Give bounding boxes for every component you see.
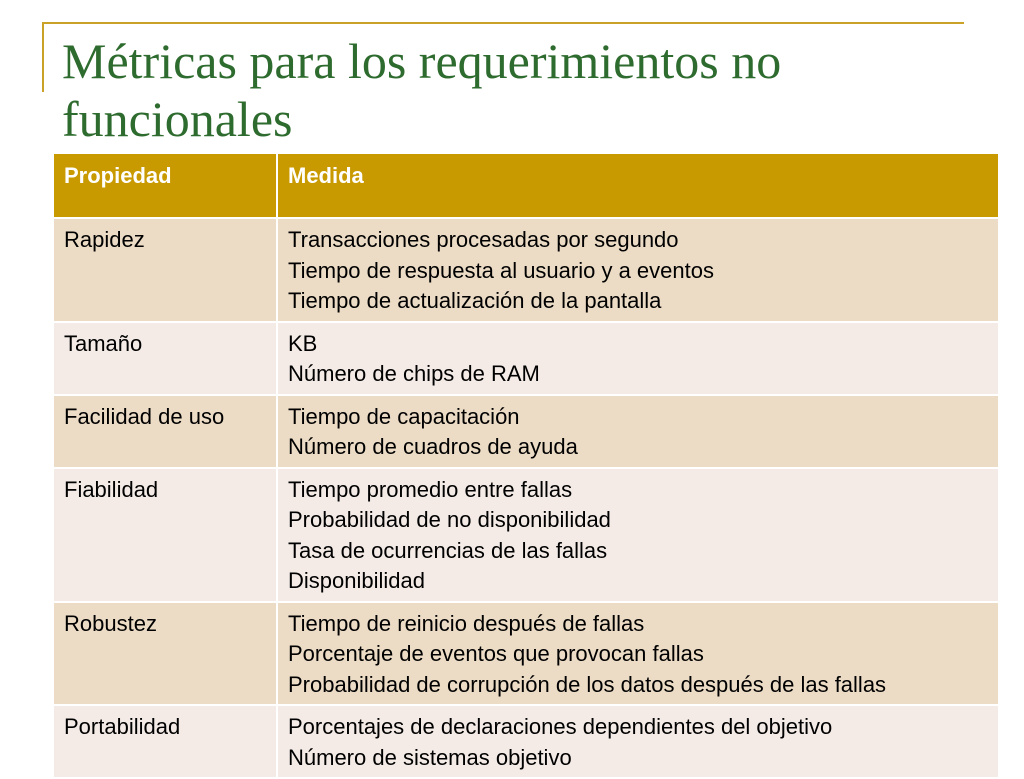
measure-line: Número de cuadros de ayuda <box>288 434 578 459</box>
metrics-table <box>52 152 1000 779</box>
measure-cell <box>277 218 999 322</box>
measure-line: Tiempo de reinicio después de fallas <box>288 610 645 636</box>
measure-line: Tiempo de capacitación <box>288 403 520 429</box>
measure-line: Tiempo promedio entre fallas <box>288 476 573 502</box>
measure-line: Disponibilidad <box>288 568 425 593</box>
table-header <box>53 153 999 218</box>
measure-line: Porcentaje de eventos que provocan fallas <box>288 641 704 666</box>
header-measure: Medida <box>277 153 999 218</box>
measure-line: Número de sistemas objetivo <box>288 744 572 770</box>
measure-line: Tiempo de actualización de la pantalla <box>288 288 662 313</box>
measure-cell <box>277 602 999 706</box>
header-row <box>53 153 999 218</box>
property-cell: Robustez <box>53 602 277 706</box>
table-row <box>53 602 999 706</box>
measure-cell <box>277 395 999 468</box>
measure-line: Probabilidad de corrupción de los datos después de las fallas <box>288 671 887 697</box>
property-cell: Fiabilidad <box>53 468 277 602</box>
measure-line: Tasa de ocurrencias de las fallas <box>288 537 608 563</box>
slide-frame-left-rule <box>42 22 44 92</box>
property-cell: Tamaño <box>53 322 277 395</box>
property-cell: Portabilidad <box>53 705 277 778</box>
table-row <box>53 322 999 395</box>
measure-line: Número de chips de RAM <box>288 361 540 386</box>
measure-line: Porcentajes de declaraciones dependientes del objetivo <box>288 714 833 739</box>
slide-title: Métricas para los requerimientos no funcionales <box>62 33 782 147</box>
table-row <box>53 468 999 602</box>
measure-line: Tiempo de respuesta al usuario y a eventos <box>288 257 714 283</box>
table-row <box>53 705 999 778</box>
slide-frame-top-rule <box>42 22 964 24</box>
table-row <box>53 395 999 468</box>
header-property: Propiedad <box>53 153 277 218</box>
measure-line: Transacciones procesadas por segundo <box>288 227 679 252</box>
measure-cell <box>277 705 999 778</box>
measure-line: Probabilidad de no disponibilidad <box>288 507 611 532</box>
table-row <box>53 218 999 322</box>
property-cell: Rapidez <box>53 218 277 322</box>
measure-cell <box>277 322 999 395</box>
measure-line: KB <box>288 330 318 356</box>
measure-cell <box>277 468 999 602</box>
property-cell: Facilidad de uso <box>53 395 277 468</box>
